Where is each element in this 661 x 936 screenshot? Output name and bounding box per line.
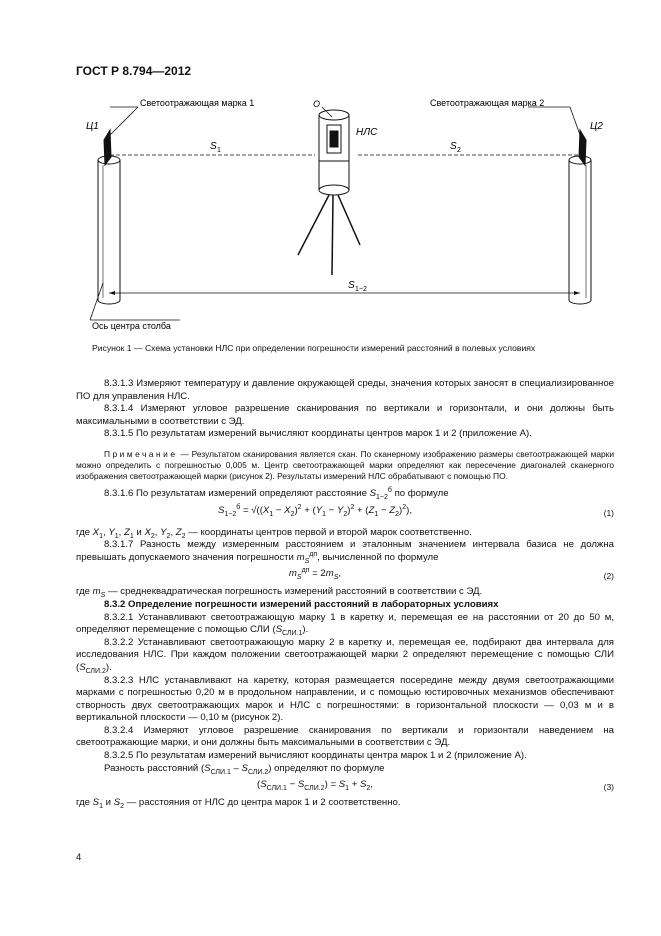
figure-1-diagram — [70, 95, 610, 340]
label-s2: S — [450, 141, 457, 152]
paragraph-8-3-1-5: 8.3.1.5 По результатам измерений вычисляют координаты центров марок 1 и 2 (приложение А). — [104, 428, 532, 440]
paragraph-8-3-2-1: 8.3.2.1 Устанавливают светоотражающую марку 1 в каретку и, перемещая ее на расстоянии от 20 до 50 м, определяют перемещение с помощью СЛИ $(S_{СЛИ.1})$. — [76, 611, 614, 638]
paragraph-8-3-1-4: 8.3.1.4 Измеряют угловое разрешение сканирования по вертикали и горизонтали, и они должны быть максимальными в соответствии с ЭД. — [76, 403, 614, 427]
equation-2 — [76, 564, 614, 586]
where-3: где $S_1$ и $S_2$ — расстояния от НЛС до центра марок 1 и 2 соответственно. — [76, 797, 401, 811]
heading-8-3-2: 8.3.2 Определение погрешности измерений расстояний в лабораторных условиях — [104, 598, 499, 610]
marker-1-shape — [104, 130, 111, 165]
figure-caption: Рисунок 1 — Схема установки НЛС при определении погрешности измерений расстояний в полевых условиях — [92, 343, 536, 353]
label-s1: S — [210, 141, 217, 152]
left-pillar — [98, 156, 120, 304]
document-body — [76, 378, 614, 810]
equation-1-number: (1) — [603, 507, 614, 518]
scanner-body — [319, 110, 349, 195]
paragraph-8-3-2-4: 8.3.2.4 Измеряют угловое разрешение сканирования по вертикали и горизонтали наведением на светоотражающие марки, и они должны быть максимальными в соответствии с ЭД. — [76, 724, 614, 749]
equation-3-body: $(S_{СЛИ.1} - S_{СЛИ.2}) = S_1 + S_2$, — [257, 779, 373, 793]
label-s1-sub: 1 — [217, 147, 221, 154]
tripod — [298, 195, 360, 275]
paragraph-8-3-2-5: 8.3.2.5 По результатам измерений вычисляют координаты центра марок 1 и 2 (приложение А). — [104, 750, 527, 762]
where-2: где $m_S$ — среднеквадратическая погрешность измерений расстояний в соответствии с ЭД. — [76, 586, 483, 600]
equation-2-body: $m_S^{дп} = 2m_S$, — [288, 567, 342, 582]
label-marker-2: Светоотражающая марка 2 — [430, 98, 545, 108]
label-nls: НЛС — [356, 127, 378, 138]
page-number: 4 — [76, 852, 82, 863]
paragraph-8-3-1-3: 8.3.1.3 Измеряют температуру и давление окружающей среды, значения которых заносят в специализированное ПО для управления НЛС. — [76, 378, 614, 402]
equation-3-number: (3) — [603, 782, 614, 793]
equation-2-number: (2) — [603, 571, 614, 582]
note-label: Примечание — [104, 448, 178, 459]
marker-2-shape — [579, 130, 586, 165]
paragraph-8-3-2-2: 8.3.2.2 Устанавливают светоотражающую марку 2 в каретку и, перемещая ее, подбирают два интервала для исследования НЛС. При каждом положении светоотражающей марки 2 определяют перемещение с помощью СЛИ $(S_{СЛИ.2})$. — [76, 636, 614, 675]
equation-1-body: $S_{1-2}^б = √((X_1 - X_2)^2 + (Y_1 - Y_2)^2 + (Z_1 - Z_2)^2)$, — [218, 503, 412, 518]
note-text: — Результатом сканирования является скан. По сканерному изображению размеры светоотражающей марки можно определить с погрешностью 0,005 м. Центр светоотражающей марки определяют как пересечение диагоналей сканерного изображения светоотражающей марки (рисунок 2). Результаты измерений НЛС обрабатывают с помощью ПО. — [76, 448, 614, 481]
note — [76, 449, 614, 482]
label-s12-sub: 1−2 — [355, 286, 367, 293]
label-c2: Ц2 — [590, 121, 603, 132]
paragraph-8-3-1-7: 8.3.1.7 Разность между измеренным расстоянием и эталонным значением интервала базиса не должна превышать допускаемого значения погрешности $m_S^{дп}$, вычисленной по формуле — [76, 539, 614, 565]
label-s12: S — [348, 280, 355, 291]
right-pillar — [569, 156, 591, 304]
label-axis: Ось центра столба — [92, 321, 171, 331]
paragraph-8-3-1-6: 8.3.1.6 По результатам измерений определяют расстояние $S_{1-2}^б$ по формуле — [104, 486, 449, 501]
label-c1: Ц1 — [86, 121, 99, 132]
paragraph-8-3-2-3: 8.3.2.3 НЛС устанавливают на каретку, которая размещается посередине между двумя светоотражающими марками с погрешностью 0,20 м в продольном направлении, и с помощью юстировочных механизмов обеспечивают створность двух светоотражающих марок и НЛС с погрешностями: в горизонтальной плоскости — 0,03 м и в вертикальной плоскости — 0,10 м (рисунок 2). — [76, 674, 614, 724]
label-o: О — [313, 99, 321, 109]
document-header: ГОСТ Р 8.794—2012 — [76, 64, 192, 78]
equation-1 — [76, 501, 614, 527]
equation-3 — [76, 775, 614, 797]
where-1: где $X_1$, $Y_1$, $Z_1$ и $X_2$, $Y_2$, $Z_2$ — координаты центров первой и второй марок соответственно. — [76, 526, 472, 540]
paragraph-difference: Разность расстояний $(S_{СЛИ.1} - S_{СЛИ.2})$ определяют по формуле — [104, 762, 385, 776]
label-s2-sub: 2 — [457, 147, 461, 154]
label-marker-1: Светоотражающая марка 1 — [140, 98, 255, 108]
